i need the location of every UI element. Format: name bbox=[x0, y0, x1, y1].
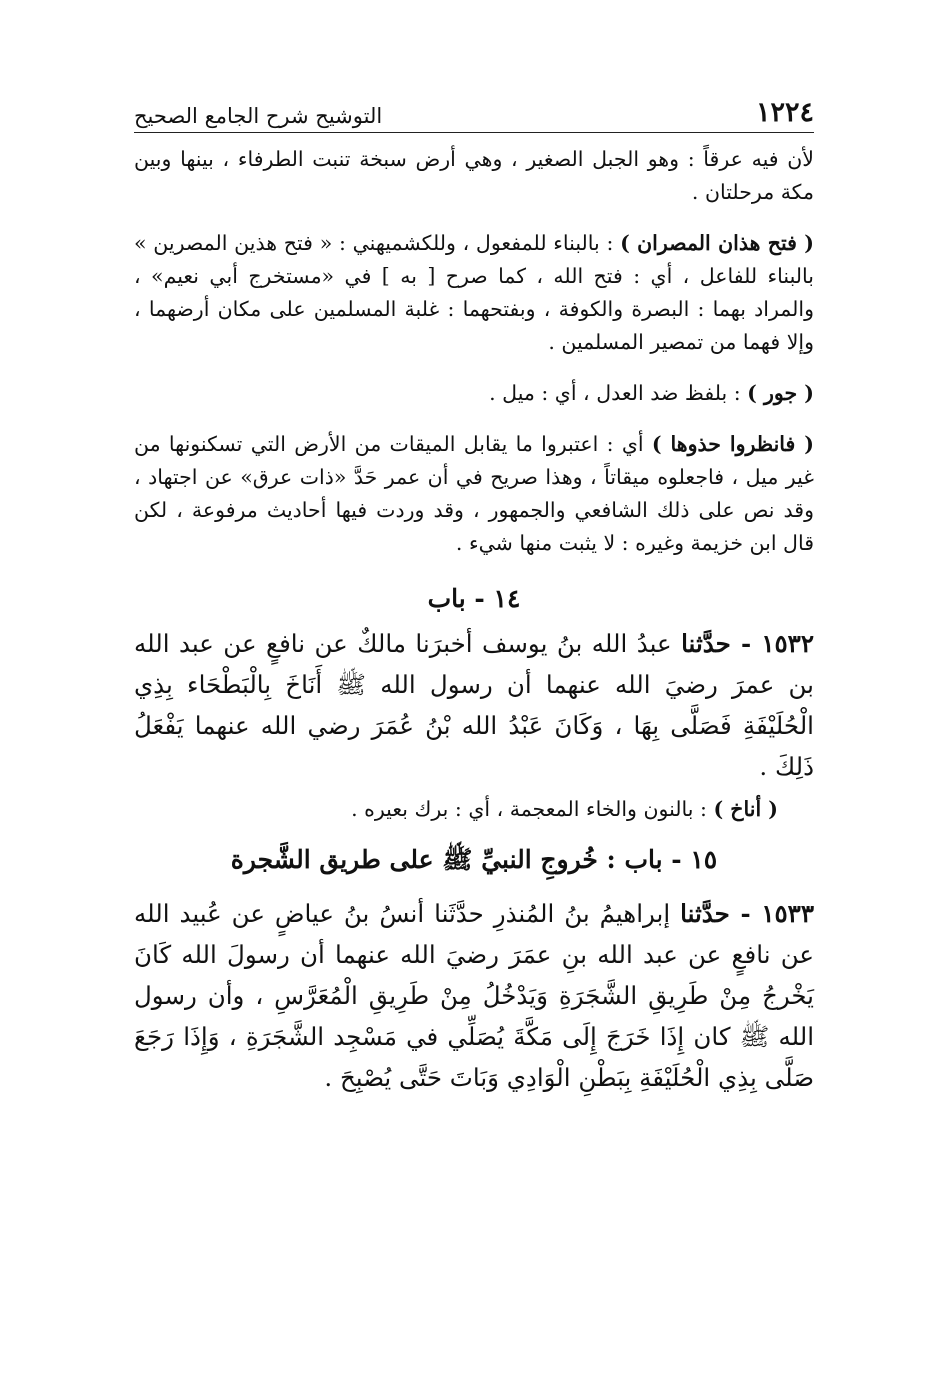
note-paragraph bbox=[134, 793, 814, 826]
commentary-text: أي : اعتبروا ما يقابل الميقات من الأرض التي تسكنونها من غير ميل ، فاجعلوه ميقاتاً ، وهذا صريح في أن عمر حَدَّ «ذات عرق» عن اجتهاد ، وقد نص على ذلك الشافعي والجمهور ، وقد وردت فيها أحاديث مرفوعة ، لكن قال ابن خزيمة وغيره : لا يثبت منها شيء . bbox=[134, 432, 814, 555]
hadith-text: عبدُ الله بنُ يوسف أخبرَنا مالكٌ عن نافعٍ عن عبد الله بن عمرَ رضيَ الله عنهما أن رسول الله ﷺ أَنَاخَ بِالْبَطْحَاء بِذِي الْحُلَيْفَةِ فَصَلَّى بِهَا ، وَكَانَ عَبْدُ الله بْنُ عُمَرَ رضي الله عنهما يَفْعَلُ ذَلِكَ . bbox=[134, 629, 814, 781]
document-page bbox=[134, 84, 814, 1098]
commentary-text: : بلفظ ضد العدل ، أي : ميل . bbox=[489, 381, 748, 405]
commentary-text: لأن فيه عرقاً : وهو الجبل الصغير ، وهي أرض سبخة تنبت الطرفاء ، بينها وبين مكة مرحلتان . bbox=[134, 147, 814, 204]
hadith-paragraph bbox=[134, 893, 814, 1098]
running-title: التوشيح شرح الجامع الصحيح bbox=[134, 104, 383, 128]
lemma: ( فانظروا حذوها ) bbox=[651, 432, 814, 456]
lemma: ( أناخ ) bbox=[713, 797, 778, 821]
hadith-paragraph bbox=[134, 623, 814, 787]
chapter-heading: ١٥ - باب : خُروجِ النبيِّ ﷺ على طريق الشَّجرة bbox=[230, 845, 718, 874]
hadith-block bbox=[134, 623, 814, 787]
lemma: ( فتح هذان المصران ) bbox=[620, 231, 814, 255]
hadith-lead: حدَّثنا bbox=[681, 629, 741, 658]
note-block bbox=[134, 793, 814, 826]
commentary-paragraph bbox=[134, 143, 814, 209]
hadith-lead: حدَّثنا bbox=[680, 899, 741, 928]
note-text: : بالنون والخاء المعجمة ، أي : برك بعيره . bbox=[351, 797, 714, 821]
chapter-heading: ١٤ - باب bbox=[427, 584, 521, 613]
lemma: ( جور ) bbox=[747, 381, 814, 405]
commentary-block bbox=[134, 143, 814, 560]
hadith-block bbox=[134, 893, 814, 1098]
commentary-text: : بالبناء للمفعول ، وللكشميهني : « فتح هذين المصرين » بالبناء للفاعل ، أي : فتح الله ، كما صرح [ به ] في «مستخرج أبي نعيم» ، والمراد بهما : البصرة والكوفة ، وبفتحهما : غلبة المسلمين على مكان أرضهما ، وإلا فهما من تمصير المسلمين . bbox=[134, 231, 814, 354]
page-header bbox=[134, 84, 814, 133]
commentary-paragraph bbox=[134, 428, 814, 560]
commentary-paragraph bbox=[134, 377, 814, 410]
hadith-number: ١٥٣٣ - bbox=[740, 899, 814, 928]
commentary-paragraph bbox=[134, 227, 814, 359]
page-number: ١٢٢٤ bbox=[755, 97, 814, 128]
hadith-text: إبراهيمُ بنُ المُنذرِ حدَّثَنا أنسُ بنُ عياضٍ عن عُبيد الله عن نافعٍ عن عبد الله بنِ عمَرَ رضيَ الله عنهما أن رسولَ الله كَانَ يَخْرجُ مِنْ طَرِيقِ الشَّجَرَةِ وَيَدْخُلُ مِنْ طَرِيقِ الْمُعَرَّسِ ، وأن رسول الله ﷺ كان إِذَا خَرَجَ إِلَى مَكَّةَ يُصَلِّي في مَسْجِد الشَّجَرَةِ ، وَإِذَا رَجَعَ صَلَّى بِذِي الْحُلَيْفَةِ بِبَطْنِ الْوَادِي وَبَاتَ حَتَّى يُصْبِحَ . bbox=[134, 899, 814, 1092]
hadith-number: ١٥٣٢ - bbox=[740, 629, 814, 658]
